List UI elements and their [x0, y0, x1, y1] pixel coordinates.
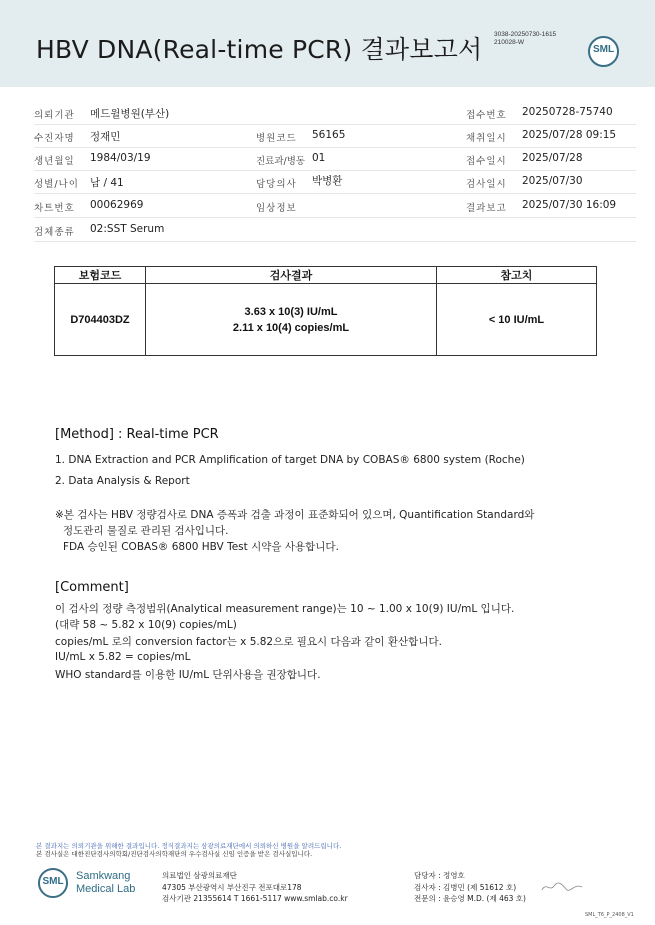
comment-line-5: WHO standard를 이용한 IU/mL 단위사용을 권장합니다.	[55, 669, 321, 681]
comment-line-1: 이 검사의 정량 측정범위(Analytical measurement range)는 10 ~ 1.00 x 10(9) IU/mL 입니다.	[55, 603, 515, 615]
info-row-chart	[34, 194, 636, 218]
table-row	[55, 284, 597, 356]
clinical-label: 임상정보	[256, 203, 297, 214]
method-note-2: 정도관리 물질로 관리된 검사입니다.	[63, 525, 229, 537]
result-line-iu: 3.63 x 10(3) IU/mL	[244, 305, 338, 318]
signatories	[414, 870, 526, 905]
chart-value: 00062969	[90, 199, 144, 211]
info-row-dob	[34, 147, 636, 171]
signatory-tester: 검사자 : 김병민 (제 51612 호)	[414, 882, 517, 892]
method-title: [Method] : Real-time PCR	[55, 427, 219, 442]
insurance-code-cell: D704403DZ	[55, 284, 146, 356]
report-code-line1: 3038-20250730-1615	[494, 31, 557, 38]
signatory-specialist: 전문의 : 윤승영 M.D. (제 463 호)	[414, 894, 526, 903]
receipt-no-label: 접수번호	[466, 110, 507, 121]
chart-label: 차트번호	[34, 203, 75, 214]
sex-age-value: 남 / 41	[90, 177, 124, 189]
signatory-manager: 담당자 : 정영호	[414, 871, 465, 880]
report-time-value: 2025/07/30 16:09	[522, 199, 617, 211]
tested-value: 2025/07/30	[522, 175, 583, 187]
dept-value: 01	[312, 152, 326, 164]
result-table	[54, 266, 597, 356]
info-row-institution	[34, 101, 636, 125]
report-title: HBV DNA(Real-time PCR) 결과보고서	[36, 35, 483, 64]
footer-notice-blue: 본 결과지는 의뢰기관을 위해한 결과입니다. 정식결과지는 삼광의료재단에서 의뢰하신 병원을 알려드립니다.	[36, 842, 342, 850]
receipt-no-value: 20250728-75740	[522, 106, 613, 118]
comment-line-4: IU/mL x 5.82 = copies/mL	[55, 651, 191, 663]
company-name-line1: Samkwang	[76, 870, 131, 882]
company-name	[76, 870, 135, 896]
hospital-code-value: 56165	[312, 129, 346, 141]
report-code	[494, 31, 556, 47]
dob-label: 생년월일	[34, 156, 75, 167]
specimen-value: 02:SST Serum	[90, 223, 165, 235]
specimen-label: 검체종류	[34, 227, 75, 238]
sml-footer-logo-text: SML	[42, 876, 64, 887]
address-line-2: 47305 부산광역시 부산진구 전포대로178	[162, 882, 302, 892]
report-code-line2: 210028-W	[494, 39, 524, 46]
address-line-3: 검사기관 21355614 T 1661-5117 www.smlab.co.kr	[162, 894, 348, 903]
result-line-copies: 2.11 x 10(4) copies/mL	[232, 321, 350, 334]
comment-title: [Comment]	[55, 580, 129, 595]
tested-label: 검사일시	[466, 179, 507, 190]
test-result-cell	[146, 284, 437, 356]
comment-line-2: (대략 58 ~ 5.82 x 10(9) copies/mL)	[55, 619, 237, 631]
result-table-header	[55, 267, 597, 284]
header-reference: 참고치	[437, 267, 597, 284]
dept-label: 진료과/병동	[256, 156, 306, 167]
company-name-line2: Medical Lab	[76, 883, 136, 895]
sml-logo-text: SML	[592, 44, 615, 55]
method-note-1: ※본 검사는 HBV 정량검사로 DNA 증폭과 검출 과정이 표준화되어 있으며, Quantification Standard와	[55, 509, 535, 521]
method-note-3: FDA 승인된 COBAS® 6800 HBV Test 시약을 사용합니다.	[63, 541, 339, 553]
method-line-1: 1. DNA Extraction and PCR Amplification of target DNA by COBAS® 6800 system (Roche)	[55, 454, 525, 466]
collect-label: 채취일시	[466, 133, 507, 144]
dob-value: 1984/03/19	[90, 152, 151, 164]
address-line-1: 의료법인 삼광의료재단	[162, 871, 237, 880]
reference-cell: < 10 IU/mL	[437, 284, 597, 356]
doctor-value: 박병환	[312, 175, 343, 187]
report-time-label: 결과보고	[466, 203, 507, 214]
doctor-label: 담당의사	[256, 179, 297, 190]
header-test-result: 검사결과	[146, 267, 437, 284]
collect-value: 2025/07/28 09:15	[522, 129, 617, 141]
company-address	[162, 870, 348, 905]
comment-line-3: copies/mL 로의 conversion factor는 x 5.82으로 필요시 다음과 같이 환산합니다.	[55, 636, 442, 648]
signature-icon	[540, 880, 584, 894]
patient-label: 수진자명	[34, 133, 75, 144]
info-row-sex-age	[34, 170, 636, 194]
patient-value: 정재민	[90, 131, 121, 143]
info-row-patient	[34, 124, 636, 148]
header-insurance-code: 보험코드	[55, 267, 146, 284]
sex-age-label: 성별/나이	[34, 179, 79, 190]
form-code: SML_T6_P_2408_V1	[585, 912, 634, 918]
received-value: 2025/07/28	[522, 152, 583, 164]
institution-value: 메드윌병원(부산)	[90, 108, 170, 120]
received-label: 접수일시	[466, 156, 507, 167]
footer-notice-black: 본 검사실은 대한진단검사의학회/진단검사의학재단의 우수검사실 신임 인증을 받은 검사실입니다.	[36, 850, 313, 858]
hospital-code-label: 병원코드	[256, 133, 297, 144]
method-line-2: 2. Data Analysis & Report	[55, 475, 190, 487]
info-row-specimen	[34, 218, 636, 242]
institution-label: 의뢰기관	[34, 110, 75, 121]
